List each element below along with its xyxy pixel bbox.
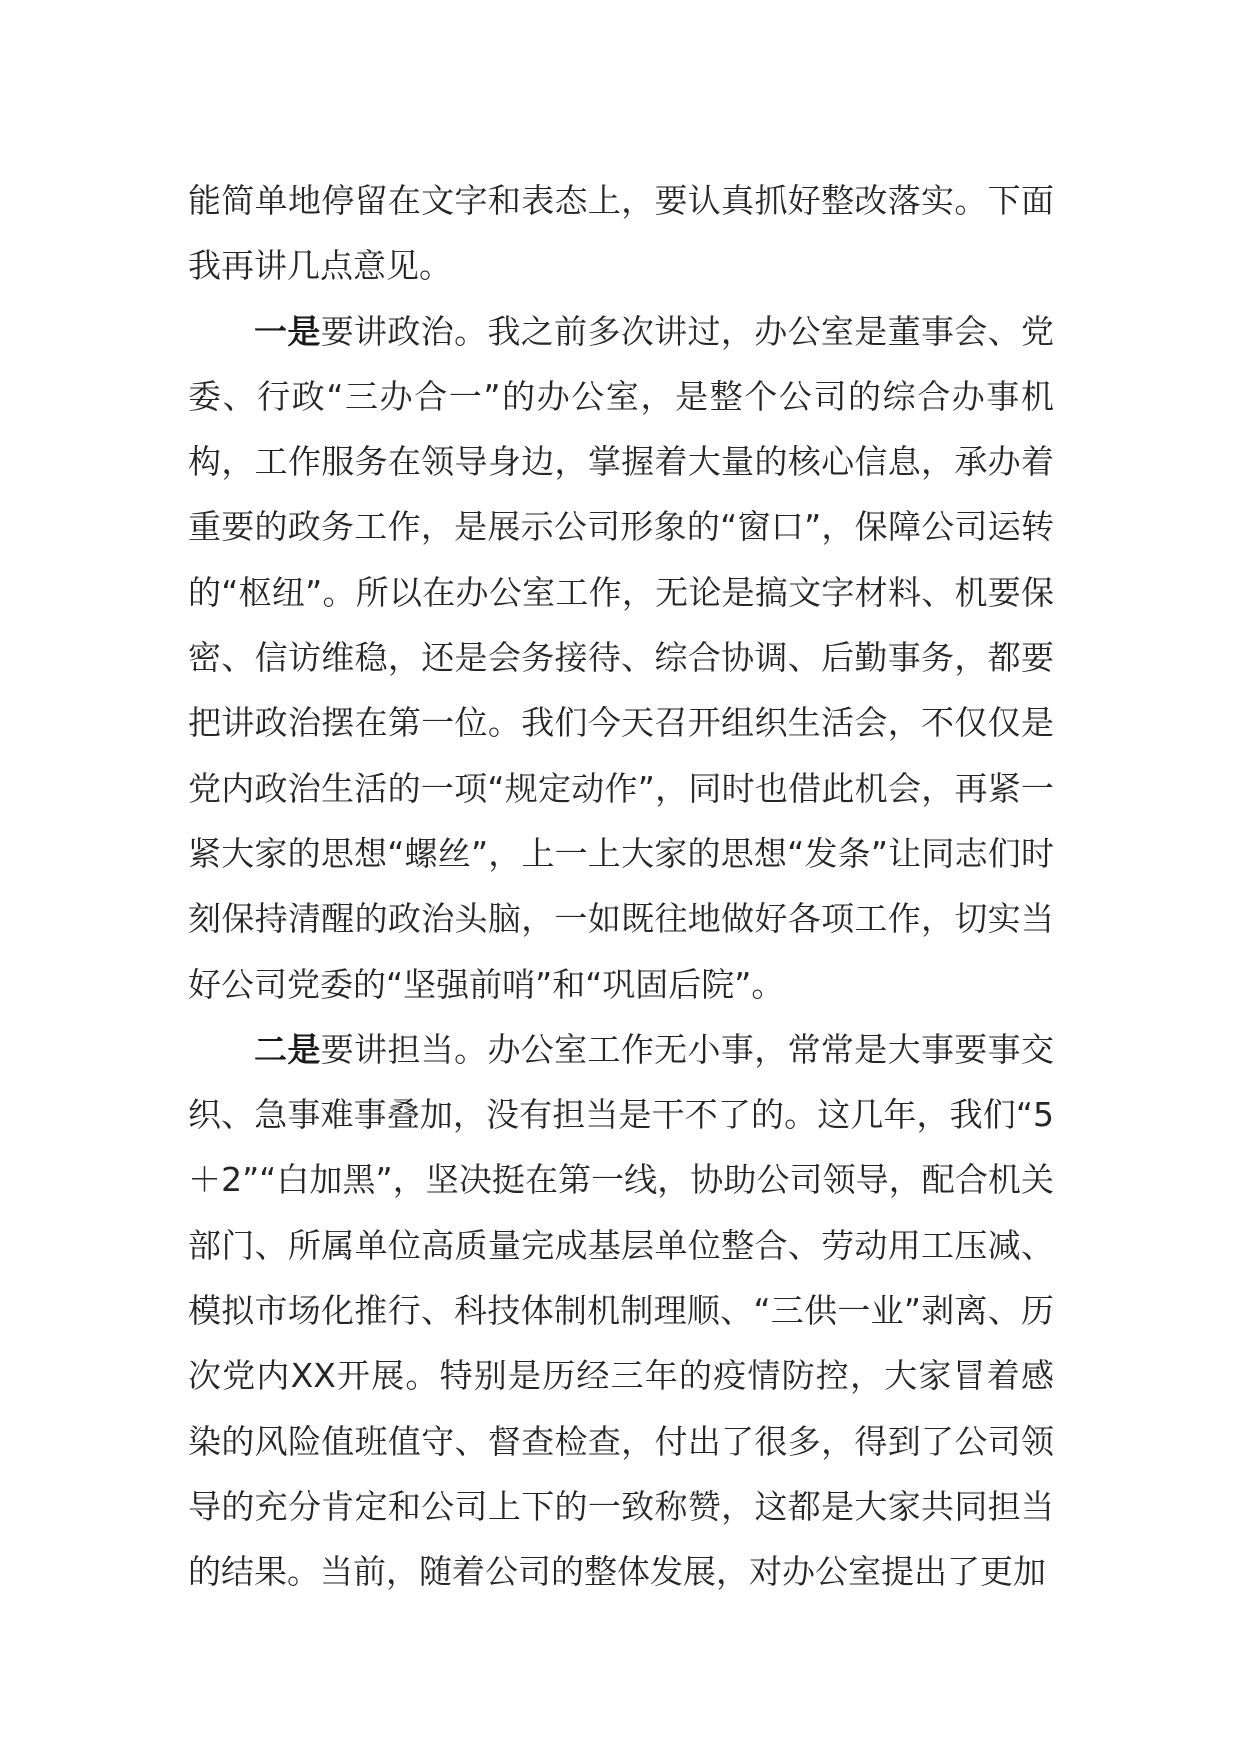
- paragraph-text: 要讲担当。办公室工作无小事，常常是大事要事交织、急事难事叠加，没有担当是干不了的。这几年，我们“5＋2”“白加黑”，坚决挺在第一线，协助公司领导，配合机关部门、所属单位高质量完成基层单位整合、劳动用工压减、模拟市场化推行、科技体制机制理顺、“三供一业”剥离、历次党内XX开展。特别是历经三年的疫情防控，大家冒着感染的风险值班值守、督查检查，付出了很多，得到了公司领导的充分肯定和公司上下的一致称赞，这都是大家共同担当的结果。当前，随着公司的整体发展，对办公室提出了更加: [188, 1029, 1055, 1592]
- paragraph-lead: 二是: [254, 1029, 321, 1069]
- paragraph-continuation: [188, 168, 1054, 299]
- paragraph-responsibility: [188, 1017, 1054, 1605]
- paragraph-lead: 一是: [254, 311, 321, 351]
- paragraph-text: 要讲政治。我之前多次讲过，办公室是董事会、党委、行政“三办合一”的办公室，是整个公司的综合办事机构，工作服务在领导身边，掌握着大量的核心信息，承办着重要的政务工作，是展示公司形象的“窗口”，保障公司运转的“枢纽”。所以在办公室工作，无论是搞文字材料、机要保密、信访维稳，还是会务接待、综合协调、后勤事务，都要把讲政治摆在第一位。我们今天召开组织生活会，不仅仅是党内政治生活的一项“规定动作”，同时也借此机会，再紧一紧大家的思想“螺丝”，上一上大家的思想“发条”让同志们时刻保持清醒的政治头脑，一如既往地做好各项工作，切实当好公司党委的“坚强前哨”和“巩固后院”。: [188, 311, 1055, 1004]
- body-text: [188, 168, 1054, 1605]
- paragraph-politics: [188, 299, 1054, 1017]
- paragraph-text: 能简单地停留在文字和表态上，要认真抓好整改落实。下面我再讲几点意见。: [188, 181, 1054, 286]
